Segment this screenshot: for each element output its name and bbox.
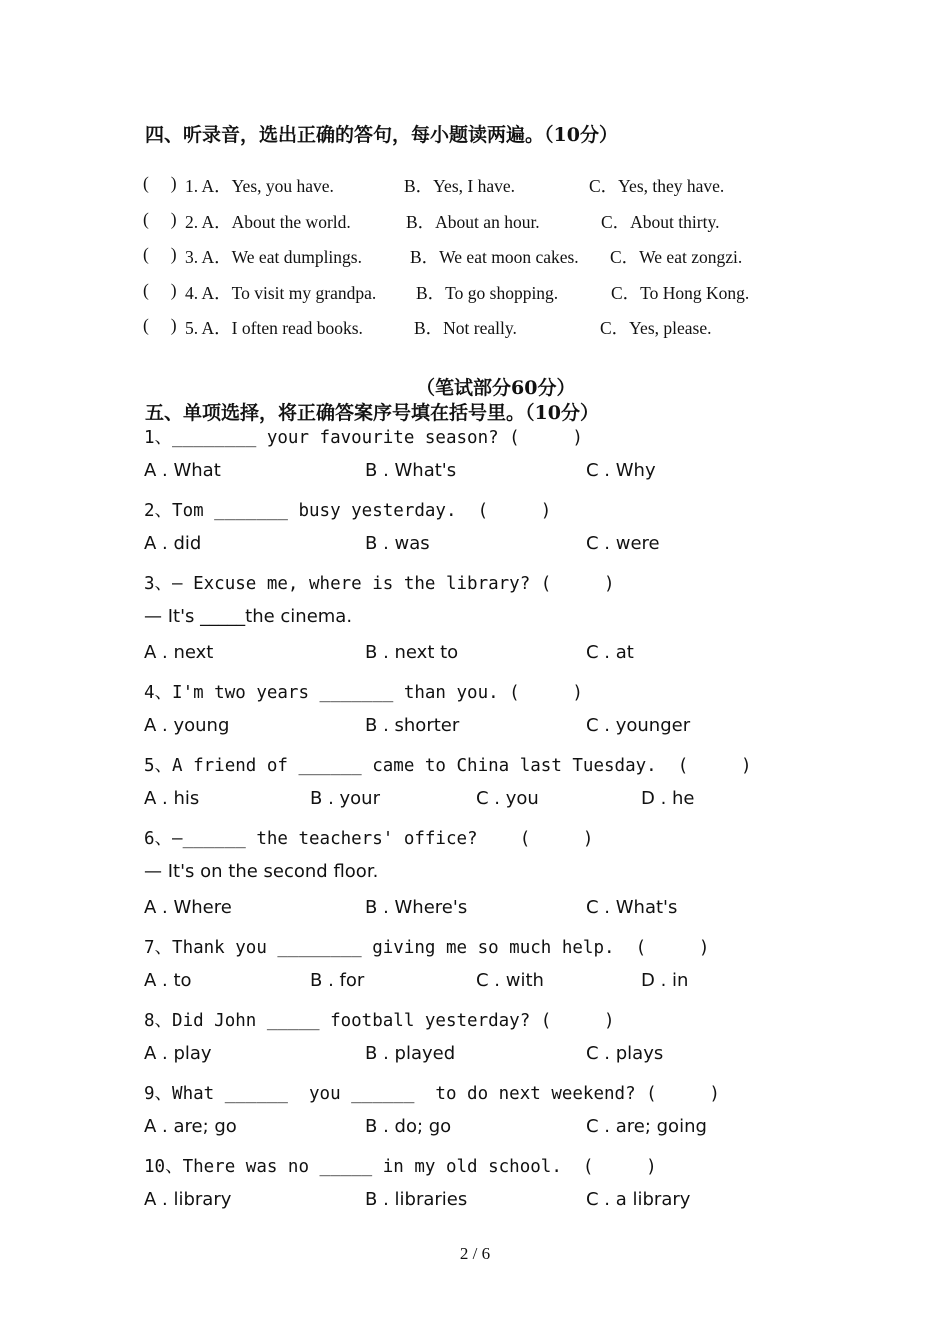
option-a: 4. A．To visit my grandpa. xyxy=(185,283,377,303)
question-7: 7、Thank you ________ giving me so much help. ( ) xyxy=(144,938,710,958)
answer-paren: ( ) xyxy=(143,280,177,300)
option-c: C . were xyxy=(586,533,660,554)
option-b: B．To go shopping. xyxy=(416,283,559,303)
option-c: C . What's xyxy=(586,897,678,918)
option-a: 1. A．Yes, you have. xyxy=(185,176,334,196)
option-a: A . did xyxy=(144,533,202,554)
page-number: 2 / 6 xyxy=(459,1244,491,1263)
option-a: A . are; go xyxy=(144,1116,237,1137)
option-b: B . was xyxy=(365,533,430,554)
option-b: B．Not really. xyxy=(414,318,517,338)
option-b: B . played xyxy=(365,1043,456,1064)
option-c: C．About thirty. xyxy=(601,212,720,232)
option-c: C . younger xyxy=(586,715,691,736)
option-c: C．We eat zongzi. xyxy=(610,247,743,267)
option-c: C . a library xyxy=(586,1189,691,1210)
section-4-title: 四、听录音，选出正确的答句，每小题读两遍。（10分） xyxy=(145,124,618,146)
option-c: C．To Hong Kong. xyxy=(611,283,750,303)
question-5: 5、A friend of ______ came to China last Tuesday. ( ) xyxy=(144,756,752,776)
question-8: 8、Did John _____ football yesterday? ( ) xyxy=(144,1011,615,1031)
written-part-heading: （笔试部分60分） xyxy=(416,377,576,399)
option-a: A . to xyxy=(144,970,192,991)
option-c: C . plays xyxy=(586,1043,664,1064)
question-2: 2、Tom _______ busy yesterday. ( ) xyxy=(144,501,552,521)
option-a: A . next xyxy=(144,642,214,663)
option-b: B . your xyxy=(310,788,380,809)
option-b: B . Where's xyxy=(365,897,468,918)
option-a: A . What xyxy=(144,460,221,481)
option-b: B . for xyxy=(310,970,365,991)
question-4: 4、I'm two years _______ than you. ( ) xyxy=(144,683,583,703)
section-5-title: 五、单项选择，将正确答案序号填在括号里。（10分） xyxy=(145,402,599,424)
question-6-response: — It's on the second floor. xyxy=(144,861,379,882)
option-c: C . Why xyxy=(586,460,656,481)
option-d: D . he xyxy=(641,788,695,809)
question-1: 1、________ your favourite season? ( ) xyxy=(144,428,583,448)
question-9: 9、What ______ you ______ to do next weekend? ( ) xyxy=(144,1084,720,1104)
option-b: B . What's xyxy=(365,460,457,481)
option-a: 5. A．I often read books. xyxy=(185,318,363,338)
option-c: C . you xyxy=(476,788,539,809)
option-c: C．Yes, please. xyxy=(600,318,712,338)
question-3: 3、— Excuse me, where is the library? ( ) xyxy=(144,574,615,594)
option-b: B．About an hour. xyxy=(406,212,540,232)
option-a: A . young xyxy=(144,715,230,736)
option-b: B．Yes, I have. xyxy=(404,176,515,196)
option-c: C . with xyxy=(476,970,544,991)
answer-paren: ( ) xyxy=(143,244,177,264)
option-a: A . his xyxy=(144,788,200,809)
option-b: B . libraries xyxy=(365,1189,468,1210)
option-b: B．We eat moon cakes. xyxy=(410,247,579,267)
answer-paren: ( ) xyxy=(143,209,177,229)
option-a: A . play xyxy=(144,1043,212,1064)
answer-paren: ( ) xyxy=(143,173,177,193)
option-a: A . Where xyxy=(144,897,232,918)
option-b: B . shorter xyxy=(365,715,460,736)
option-a: 2. A．About the world. xyxy=(185,212,351,232)
option-a: A . library xyxy=(144,1189,232,1210)
question-6: 6、—______ the teachers' office? ( ) xyxy=(144,829,594,849)
answer-paren: ( ) xyxy=(143,315,177,335)
question-3-response: — It's _____the cinema. xyxy=(144,606,353,627)
option-b: B . do; go xyxy=(365,1116,452,1137)
option-c: C . are; going xyxy=(586,1116,707,1137)
option-a: 3. A．We eat dumplings. xyxy=(185,247,362,267)
question-10: 10、There was no _____ in my old school. ( ) xyxy=(144,1157,657,1177)
option-c: C．Yes, they have. xyxy=(589,176,725,196)
option-c: C . at xyxy=(586,642,634,663)
option-d: D . in xyxy=(641,970,689,991)
option-b: B . next to xyxy=(365,642,459,663)
